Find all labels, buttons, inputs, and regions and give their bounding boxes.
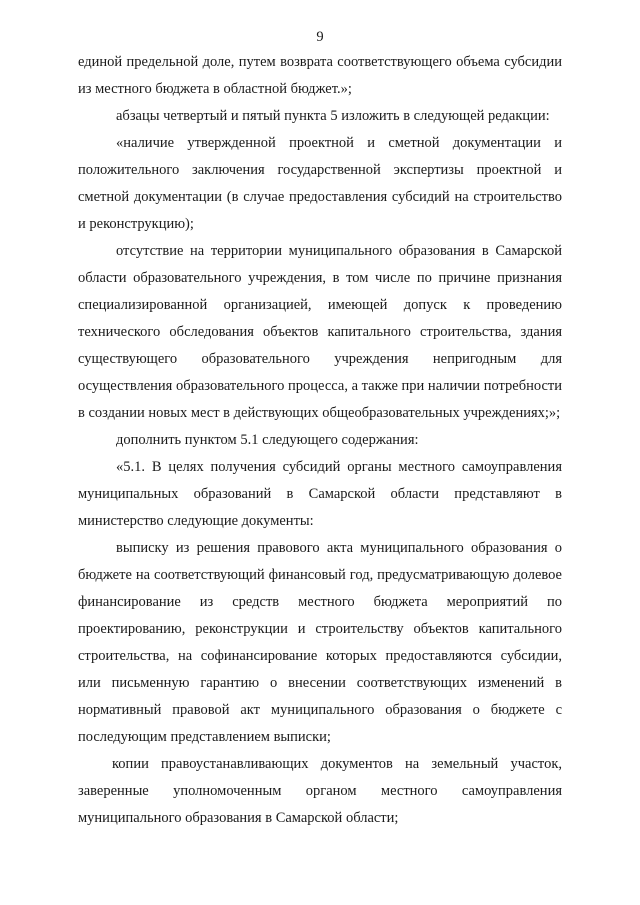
- paragraph-3: «наличие утвержденной проектной и сметной документации и положительного заключения государственной экспертизы проектной и сметной документации (в случае предоставления субсидий на строительство и реконструкцию);: [78, 135, 562, 232]
- paragraph-8: копии правоустанавливающих документов на земельный участок, заверенные уполномоченным органом местного самоуправления муниципального образования в Самарской области;: [78, 756, 562, 826]
- paragraph-6: «5.1. В целях получения субсидий органы местного самоуправления муниципальных образований в Самарской области представляют в министерство следующие документы:: [78, 459, 562, 529]
- document-body: [78, 49, 562, 832]
- paragraph-1: единой предельной доле, путем возврата соответствующего объема субсидии из местного бюджета в областной бюджет.»;: [78, 54, 562, 97]
- page-number: 9: [316, 29, 324, 45]
- paragraph-4: отсутствие на территории муниципального образования в Самарской области образовательного учреждения, в том числе по причине признания специализированной организацией, имеющей допуск к проведению технического обследования объектов капитального строительства, здания существующего образовательного учреждения непригодным для осуществления образовательного процесса, а также при наличии потребности в создании новых мест в действующих общеобразовательных учреждениях;»;: [78, 243, 562, 421]
- paragraph-7: выписку из решения правового акта муниципального образования о бюджете на соответствующий финансовый год, предусматривающую долевое финансирование из средств местного бюджета мероприятий по проектированию, реконструкции и строительству объектов капитального строительства, на софинансирование которых предоставляются субсидии, или письменную гарантию о внесении соответствующих изменений в нормативный правовой акт муниципального образования о бюджете с последующим представлением выписки;: [78, 540, 562, 745]
- paragraph-5: дополнить пунктом 5.1 следующего содержания:: [116, 432, 419, 448]
- paragraph-2: абзацы четвертый и пятый пункта 5 изложить в следующей редакции:: [116, 108, 550, 124]
